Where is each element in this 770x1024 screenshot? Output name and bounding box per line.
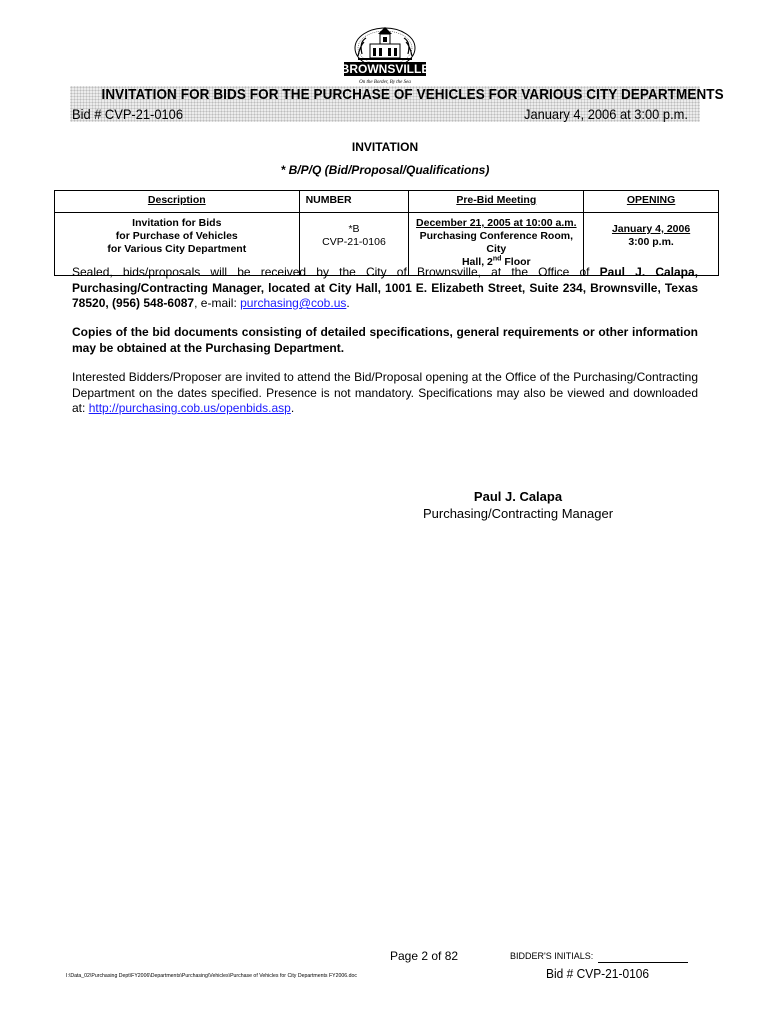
bidders-initials-label: BIDDER'S INITIALS: <box>510 951 594 961</box>
table-header-row <box>55 191 719 213</box>
signatory-title: Purchasing/Contracting Manager <box>422 506 614 521</box>
cell-prebid: December 21, 2005 at 10:00 a.m. Purchasing Conference Room, City Hall, 2nd Floor <box>409 213 584 276</box>
bidders-initials-line <box>598 962 688 963</box>
header-bid-number: Bid # CVP-21-0106 <box>72 106 183 122</box>
city-logo <box>340 24 430 86</box>
header-bid-date: January 4, 2006 at 3:00 p.m. <box>524 106 688 122</box>
paragraph-submission: Sealed, bids/proposals will be received by the City of Brownsville, at the Office of Paul J. Calapa, Purchasing/Contracting Manager, located at City Hall, 1001 E. Elizabeth Street, Suite 234, Brownsville, Texas 78520, (956) 548-6087, e-mail: purchasing@cob.us. <box>72 265 699 310</box>
email-link[interactable]: purchasing@cob.us <box>240 296 347 310</box>
footer-bid-number: Bid # CVP-21-0106 <box>546 966 650 981</box>
logo-motto: On the Border, By the Sea <box>359 80 411 85</box>
column-header-prebid: Pre-Bid Meeting <box>409 191 584 213</box>
cell-number: *B CVP-21-0106 <box>299 213 409 276</box>
paragraph-copies: Copies of the bid documents consisting of detailed specifications, general requirements or other information may be obtained at the Purchasing Department. <box>72 325 698 355</box>
paragraph-attendance: Interested Bidders/Proposer are invited to attend the Bid/Proposal opening at the Office of the Purchasing/Contracting Department on the dates specified. Presence is not mandatory. Specifications may also be viewed and downloaded at: http://purchasing.cob.us/openbids.asp. <box>72 370 698 415</box>
bid-schedule-table <box>54 190 719 276</box>
signatory-name: Paul J. Calapa <box>473 489 563 504</box>
logo-wordmark: BROWNSVILLE <box>340 62 430 76</box>
page-number: Page 2 of 82 <box>390 949 459 963</box>
column-header-number: NUMBER <box>299 191 409 213</box>
cell-opening: January 4, 2006 3:00 p.m. <box>584 213 719 276</box>
column-header-description: Description <box>55 191 300 213</box>
cell-description: Invitation for Bids for Purchase of Vehicles for Various City Department <box>55 213 300 276</box>
document-title: INVITATION FOR BIDS FOR THE PURCHASE OF VEHICLES FOR VARIOUS CITY DEPARTMENTS <box>101 86 724 103</box>
bpq-subheading: * B/P/Q (Bid/Proposal/Qualifications) <box>280 163 490 177</box>
file-path: I:\Data_02\Purchasing Dept\FY2006\Departments\Purchasing\Vehicles\Purchase of Vehicles for City Departments FY2006.doc <box>66 973 357 979</box>
openbids-link[interactable]: http://purchasing.cob.us/openbids.asp <box>88 401 291 415</box>
invitation-heading: INVITATION <box>351 140 419 154</box>
column-header-opening: OPENING <box>584 191 719 213</box>
